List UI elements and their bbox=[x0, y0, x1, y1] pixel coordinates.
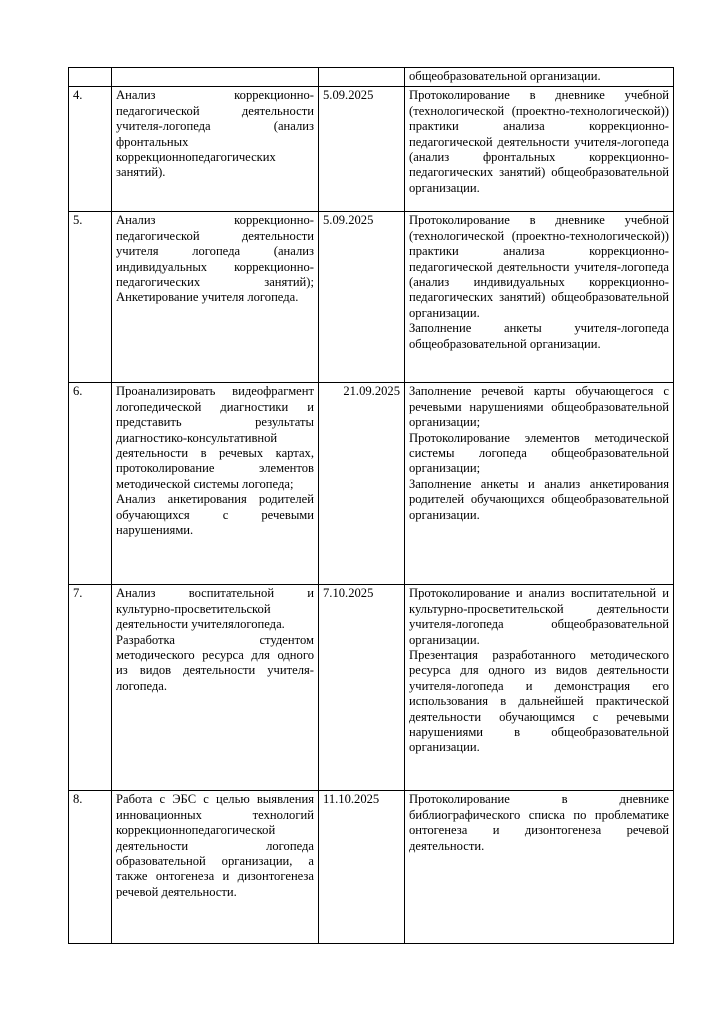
activity-paragraph: Анализ воспитательной и культурно-просветительской деятельности учителялогопеда. bbox=[116, 586, 314, 632]
result-paragraph: Протоколирование и анализ воспитательной и культурно-просветительской деятельности учителя-логопеда общеобразовательной организации. bbox=[409, 586, 669, 647]
activity-paragraph: Разработка студентом методического ресурса для одного из видов деятельности учителя-логопеда. bbox=[116, 632, 314, 693]
activity-cell bbox=[112, 791, 319, 944]
activity-paragraph: Работа с ЭБС с целью выявления инновационных технологий коррекционнопедагогической деятельности логопеда образовательной организации, а также онтогенеза и дизонтогенеза речевой деятельности. bbox=[116, 792, 314, 899]
date-cell: 7.10.2025 bbox=[319, 585, 405, 791]
result-paragraph: Заполнение анкеты и анализ анкетирования родителей обучающихся общеобразовательной организации. bbox=[409, 476, 669, 522]
result-paragraph: Протоколирование в дневнике библиографического списка по проблематике онтогенеза и дизонтогенеза речевой деятельности. bbox=[409, 792, 669, 853]
table-row bbox=[69, 791, 674, 944]
date-cell: 11.10.2025 bbox=[319, 791, 405, 944]
table-row bbox=[69, 585, 674, 791]
table-row bbox=[69, 87, 674, 212]
result-paragraph: Протоколирование элементов методической системы логопеда общеобразовательной организации; bbox=[409, 430, 669, 476]
activity-paragraph: Анализ анкетирования родителей обучающихся с речевыми нарушениями. bbox=[116, 492, 314, 538]
date-cell: 5.09.2025 bbox=[319, 212, 405, 383]
row-number: 5. bbox=[69, 212, 112, 383]
row-number bbox=[69, 68, 112, 87]
result-paragraph: Протоколирование в дневнике учебной (технологической (проектно-технологической)) практики анализа коррекционно-педагогической деятельности учителя-логопеда (анализ индивидуальных коррекционно-педагогических занятий) общеобразовательной организации. bbox=[409, 213, 669, 320]
result-paragraph: общеобразовательной организации. bbox=[409, 69, 601, 83]
practice-plan-table bbox=[68, 67, 674, 944]
row-number: 4. bbox=[69, 87, 112, 212]
result-cell bbox=[405, 68, 674, 87]
activity-paragraph: Анализ коррекционно-педагогической деятельности учителя логопеда (анализ индивидуальных коррекционно-педагогических занятий); Анкетирование учителя логопеда. bbox=[116, 213, 314, 305]
result-cell bbox=[405, 87, 674, 212]
activity-paragraph: Анализ коррекционно-педагогической деятельности учителя-логопеда (анализ фронтальных коррекционнопедагогических занятий). bbox=[116, 88, 314, 180]
table-row bbox=[69, 68, 674, 87]
row-number: 8. bbox=[69, 791, 112, 944]
result-cell bbox=[405, 212, 674, 383]
table-row bbox=[69, 383, 674, 585]
result-paragraph: Протоколирование в дневнике учебной (технологической (проектно-технологической)) практики анализа коррекционно-педагогической деятельности учителя-логопеда (анализ фронтальных коррекционно-педагогических занятий) общеобразовательной организации. bbox=[409, 88, 669, 195]
result-paragraph: Презентация разработанного методического ресурса для одного из видов деятельности учителя-логопеда и демонстрация его использования в дальнейшей практической деятельности обучающимся с речевыми нарушениями в общеобразовательной организации. bbox=[409, 648, 669, 755]
activity-cell bbox=[112, 585, 319, 791]
activity-cell bbox=[112, 87, 319, 212]
table-row bbox=[69, 212, 674, 383]
date-cell: 5.09.2025 bbox=[319, 87, 405, 212]
result-cell bbox=[405, 791, 674, 944]
result-cell bbox=[405, 383, 674, 585]
date-cell bbox=[319, 68, 405, 87]
activity-cell bbox=[112, 68, 319, 87]
result-cell bbox=[405, 585, 674, 791]
result-paragraph: Заполнение речевой карты обучающегося с речевыми нарушениями общеобразовательной организации; bbox=[409, 384, 669, 430]
row-number: 7. bbox=[69, 585, 112, 791]
activity-paragraph: Проанализировать видеофрагмент логопедической диагностики и представить результаты диагностико-консультативной деятельности в речевых картах, протоколирование элементов методической системы логопеда; bbox=[116, 384, 314, 491]
row-number: 6. bbox=[69, 383, 112, 585]
activity-cell bbox=[112, 212, 319, 383]
date-cell: 21.09.2025 bbox=[319, 383, 405, 585]
result-paragraph: Заполнение анкеты учителя-логопеда общеобразовательной организации. bbox=[409, 321, 669, 351]
activity-cell bbox=[112, 383, 319, 585]
